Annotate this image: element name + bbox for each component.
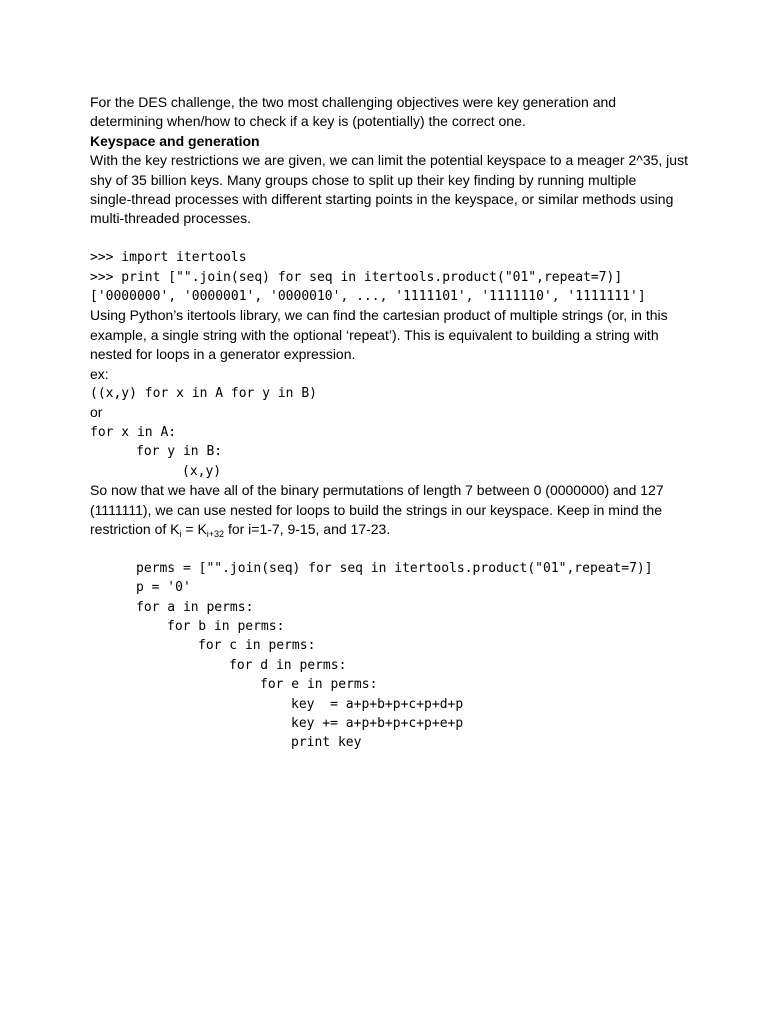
para2-line-1: Using Python’s itertools library, we can find the cartesian product of multiple strings (or, in this xyxy=(90,307,668,324)
para1-line-4: multi-threaded processes. xyxy=(90,210,252,227)
final-code-line-4: for b in perms: xyxy=(167,618,285,634)
loop-code-line-2: for y in B: xyxy=(136,444,223,460)
para1-line-3: single-thread processes with different starting points in the keyspace, or similar methods using xyxy=(90,191,674,208)
or-label: or xyxy=(90,404,103,421)
restriction-mid: = K xyxy=(181,520,207,537)
para3-line-2: (1111111), we can use nested for loops to build the strings in our keyspace. Keep in mind the xyxy=(90,501,663,518)
para2-line-3: nested for loops in a generator expression. xyxy=(90,346,356,363)
restriction-subscript-i: i xyxy=(179,528,182,539)
intro-line-1: For the DES challenge, the two most challenging objectives were key generation and xyxy=(90,94,617,110)
final-code-line-7: for e in perms: xyxy=(260,677,378,693)
final-code-line-5: for c in perms: xyxy=(198,638,316,654)
restriction-suffix: for i=1-7, 9-15, and 17-23. xyxy=(224,520,391,537)
repl-line-2: >>> print ["".join(seq) for seq in itertools.product("01",repeat=7)] xyxy=(90,269,623,285)
blank-line xyxy=(90,539,730,558)
para2-line-2: example, a single string with the optional ‘repeat’). This is equivalent to building a string with xyxy=(90,326,659,343)
restriction-prefix: restriction of K xyxy=(90,520,180,537)
restriction-line xyxy=(90,520,730,539)
ex-label: ex: xyxy=(90,365,109,382)
ex-code: ((x,y) for x in A for y in B) xyxy=(90,386,317,402)
document-page xyxy=(90,93,730,753)
intro-line-2: determining when/how to check if a key is (potentially) the correct one. xyxy=(90,113,526,130)
final-code-line-3: for a in perms: xyxy=(136,599,254,615)
final-code-line-1: perms = ["".join(seq) for seq in itertools.product("01",repeat=7)] xyxy=(136,560,653,576)
para1-line-2: shy of 35 billion keys. Many groups chose to split up their key finding by running multiple xyxy=(90,171,637,188)
final-code-line-8: key = a+p+b+p+c+p+d+p xyxy=(291,696,464,712)
para3-line-1: So now that we have all of the binary permutations of length 7 between 0 (0000000) and 127 xyxy=(90,482,664,499)
final-code-line-10: print key xyxy=(291,735,362,751)
loop-code-line-3: (x,y) xyxy=(182,463,222,479)
section-heading: Keyspace and generation xyxy=(90,132,260,149)
loop-code-line-1: for x in A: xyxy=(90,424,177,440)
restriction-subscript-i32: i+32 xyxy=(206,528,225,539)
para1-line-1: With the key restrictions we are given, we can limit the potential keyspace to a meager 2^35, just xyxy=(90,152,688,169)
blank-line xyxy=(90,229,730,248)
final-code-line-2: p = '0' xyxy=(136,580,191,596)
repl-line-1: >>> import itertools xyxy=(90,250,247,266)
final-code-line-9: key += a+p+b+p+c+p+e+p xyxy=(291,715,464,731)
repl-line-3: ['0000000', '0000001', '0000010', ..., '1111101', '1111110', '1111111'] xyxy=(90,289,646,305)
final-code-line-6: for d in perms: xyxy=(229,657,347,673)
